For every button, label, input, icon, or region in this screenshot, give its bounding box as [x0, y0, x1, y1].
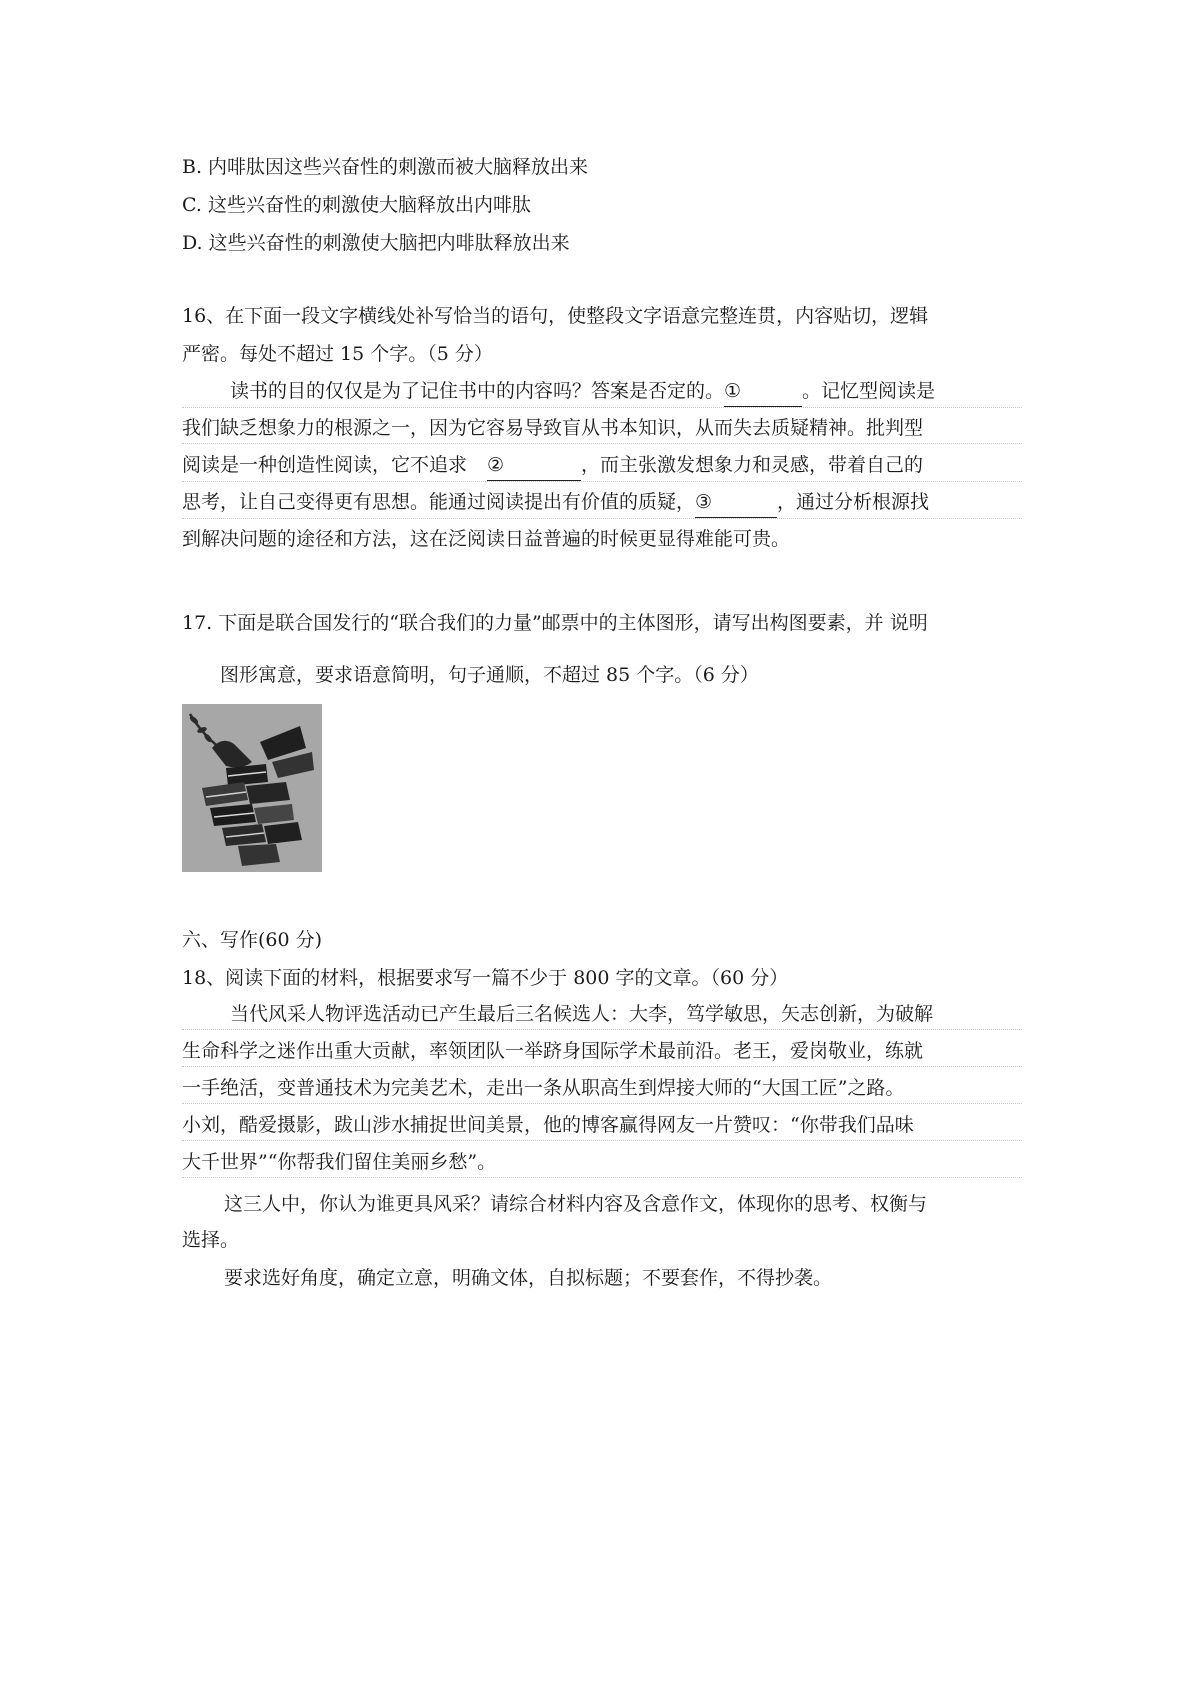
q16-text: ，而主张激发想象力和灵感，带着自己的	[581, 454, 924, 476]
q17-stem-line1: 17. 下面是联合国发行的“联合我们的力量”邮票中的主体图形，请写出构图要素，并 说明	[182, 612, 928, 634]
answer-blank-1[interactable]	[724, 376, 802, 407]
q16-passage-line4	[182, 487, 1022, 519]
dove-stamp-image	[182, 704, 322, 872]
q16-text: 读书的目的仅仅是为了记住书中的内容吗？答案是否定的。	[230, 380, 725, 402]
q18-material-line3: 一手绝活，变普通技术为完美艺术，走出一条从职高生到焊接大师的“大国工匠”之路。	[182, 1073, 1022, 1104]
q18-material-line1: 当代风采人物评选活动已产生最后三名候选人：大李，笃学敏思，矢志创新，为破解	[182, 999, 1022, 1030]
q18-material-line6: 这三人中，你认为谁更具风采？请综合材料内容及含意作文，体现你的思考、权衡与	[224, 1193, 928, 1215]
answer-blank-3[interactable]	[695, 487, 777, 518]
blank-1-marker: ①	[724, 380, 742, 402]
q16-stem-line2: 严密。每处不超过 15 个字。（5 分）	[182, 343, 493, 365]
q18-requirements: 要求选好角度，确定立意，明确文体，自拟标题；不要套作，不得抄袭。	[224, 1267, 833, 1289]
dove-icon	[182, 704, 322, 872]
blank-2-marker: ②	[487, 454, 505, 476]
q18-material-line2: 生命科学之迷作出重大贡献，率领团队一举跻身国际学术最前沿。老王，爱岗敬业，练就	[182, 1036, 1022, 1067]
q18-material-line7: 选择。	[182, 1229, 240, 1251]
q16-text: 阅读是一种创造性阅读，它不追求	[182, 454, 468, 476]
q16-text: ，通过分析根源找	[777, 491, 930, 513]
option-c: C. 这些兴奋性的刺激使大脑释放出内啡肽	[182, 194, 531, 216]
q16-stem-line1: 16、在下面一段文字横线处补写恰当的语句，使整段文字语意完整连贯，内容贴切，逻辑	[182, 305, 929, 327]
q18-stem: 18、阅读下面的材料，根据要求写一篇不少于 800 字的文章。（60 分）	[182, 967, 789, 989]
q16-passage-line1	[182, 376, 1022, 408]
option-b: B. 内啡肽因这些兴奋性的刺激而被大脑释放出来	[182, 156, 589, 178]
q18-material-line5: 大千世界”“你帮我们留住美丽乡愁”。	[182, 1147, 1022, 1178]
q16-passage-line3	[182, 450, 1022, 482]
q18-material-line4: 小刘，酷爱摄影，跋山涉水捕捉世间美景，他的博客赢得网友一片赞叹：“你带我们品味	[182, 1110, 1022, 1141]
q16-text: 。记忆型阅读是	[802, 380, 936, 402]
option-d: D. 这些兴奋性的刺激使大脑把内啡肽释放出来	[182, 232, 570, 254]
q16-passage-line5: 到解决问题的途径和方法，这在泛阅读日益普遍的时候更显得难能可贵。	[182, 528, 791, 550]
q17-stem-line2: 图形寓意，要求语意简明，句子通顺，不超过 85 个字。（6 分）	[220, 664, 759, 686]
blank-3-marker: ③	[695, 491, 713, 513]
section-6-title: 六、写作(60 分)	[182, 929, 323, 951]
answer-blank-2[interactable]	[487, 450, 581, 481]
q16-passage-line2: 我们缺乏想象力的根源之一，因为它容易导致盲从书本知识，从而失去质疑精神。批判型	[182, 413, 1022, 444]
q16-text: 思考，让自己变得更有思想。能通过阅读提出有价值的质疑，	[182, 491, 696, 513]
